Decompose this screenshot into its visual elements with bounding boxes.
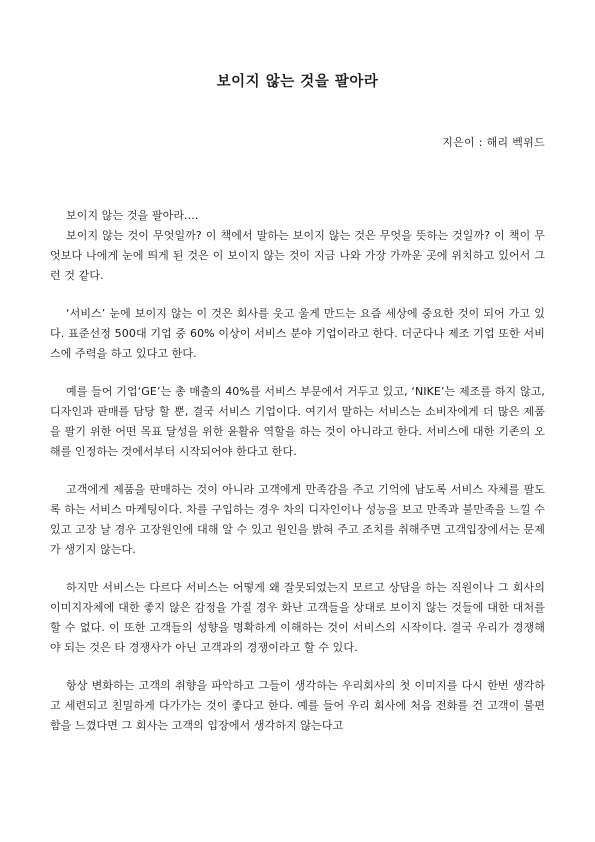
author-line: 지은이 : 해리 벡위드 — [442, 136, 545, 149]
paragraph-6: 항상 변화하는 고객의 취향을 파악하고 그들이 생각하는 우리회사의 첫 이미지를 다시 한번 생각하고 세련되고 친밀하게 다가가는 것이 좋다고 한다. 예를 들어 우리 회사에 처음 전화를 건 고객이 불편함을 느꼈다면 그 회사는 고객의 입장에서 생각하지 않는다고 — [50, 679, 545, 732]
paragraph-intro: 보이지 않는 것을 팔아라.... — [66, 209, 199, 222]
paragraph-3: 예를 들어 기업‘GE’는 총 매출의 40%를 서비스 부문에서 거두고 있고, ‘NIKE’는 제조를 하지 않고, 디자인과 판매를 담당 할 뿐, 결국 서비스 기업이다. 여기서 말하는 서비스는 소비자에게 더 많은 제품을 팔기 위한 어떤 목표 달성을 위한 윤활유 역할을 하는 것이 아니라고 한다. 서비스에 대한 기존의 오해를 인정하는 것에서부터 시작되어야 한다고 한다. — [50, 385, 545, 458]
document-title: 보이지 않는 것을 팔아라 — [216, 74, 379, 90]
paragraph-4: 고객에게 제품을 판매하는 것이 아니라 고객에게 만족감을 주고 기억에 남도록 서비스 자체를 팔도록 하는 서비스 마케팅이다. 차를 구입하는 경우 차의 디자인이나 성능을 보고 만족과 불만족을 느낄 수 있고 고장 날 경우 고장원인에 대해 알 수 있고 원인을 밝혀 주고 조치를 취해주면 고객입장에서는 문제가 생기지 않는다. — [50, 483, 545, 556]
paragraph-5: 하지만 서비스는 다르다 서비스는 어떻게 왜 잘못되었는지 모르고 상담을 하는 직원이나 그 회사의 이미지자체에 대한 좋지 않은 감정을 가질 경우 화난 고객들을 상대로 보이지 않는 것들에 대한 대처를 할 수 없다. 이 또한 고객들의 성향을 명확하게 이해하는 것이 서비스의 시작이다. 결국 우리가 경쟁해야 되는 것은 타 경쟁사가 아닌 고객과의 경쟁이라고 할 수 있다. — [50, 581, 545, 654]
document-body — [50, 206, 545, 754]
paragraph-2: ‘서비스’ 눈에 보이지 않는 이 것은 회사를 웃고 울게 만드는 요즘 세상에 중요한 것이 되어 가고 있다. 표준선정 500대 기업 중 60% 이상이 서비스 분야 기업이라고 한다. 더군다나 제조 기업 또한 서비스에 주력을 하고 있다고 한다. — [50, 307, 545, 360]
paragraph-1: 보이지 않는 것이 무엇일까? 이 책에서 말하는 보이지 않는 것은 무엇을 뜻하는 것일까? 이 책이 무엇보다 나에게 눈에 띄게 된 것은 이 보이지 않는 것이 지금 나와 가장 가까운 곳에 위치하고 있어서 그런 것 같다. — [50, 229, 545, 282]
